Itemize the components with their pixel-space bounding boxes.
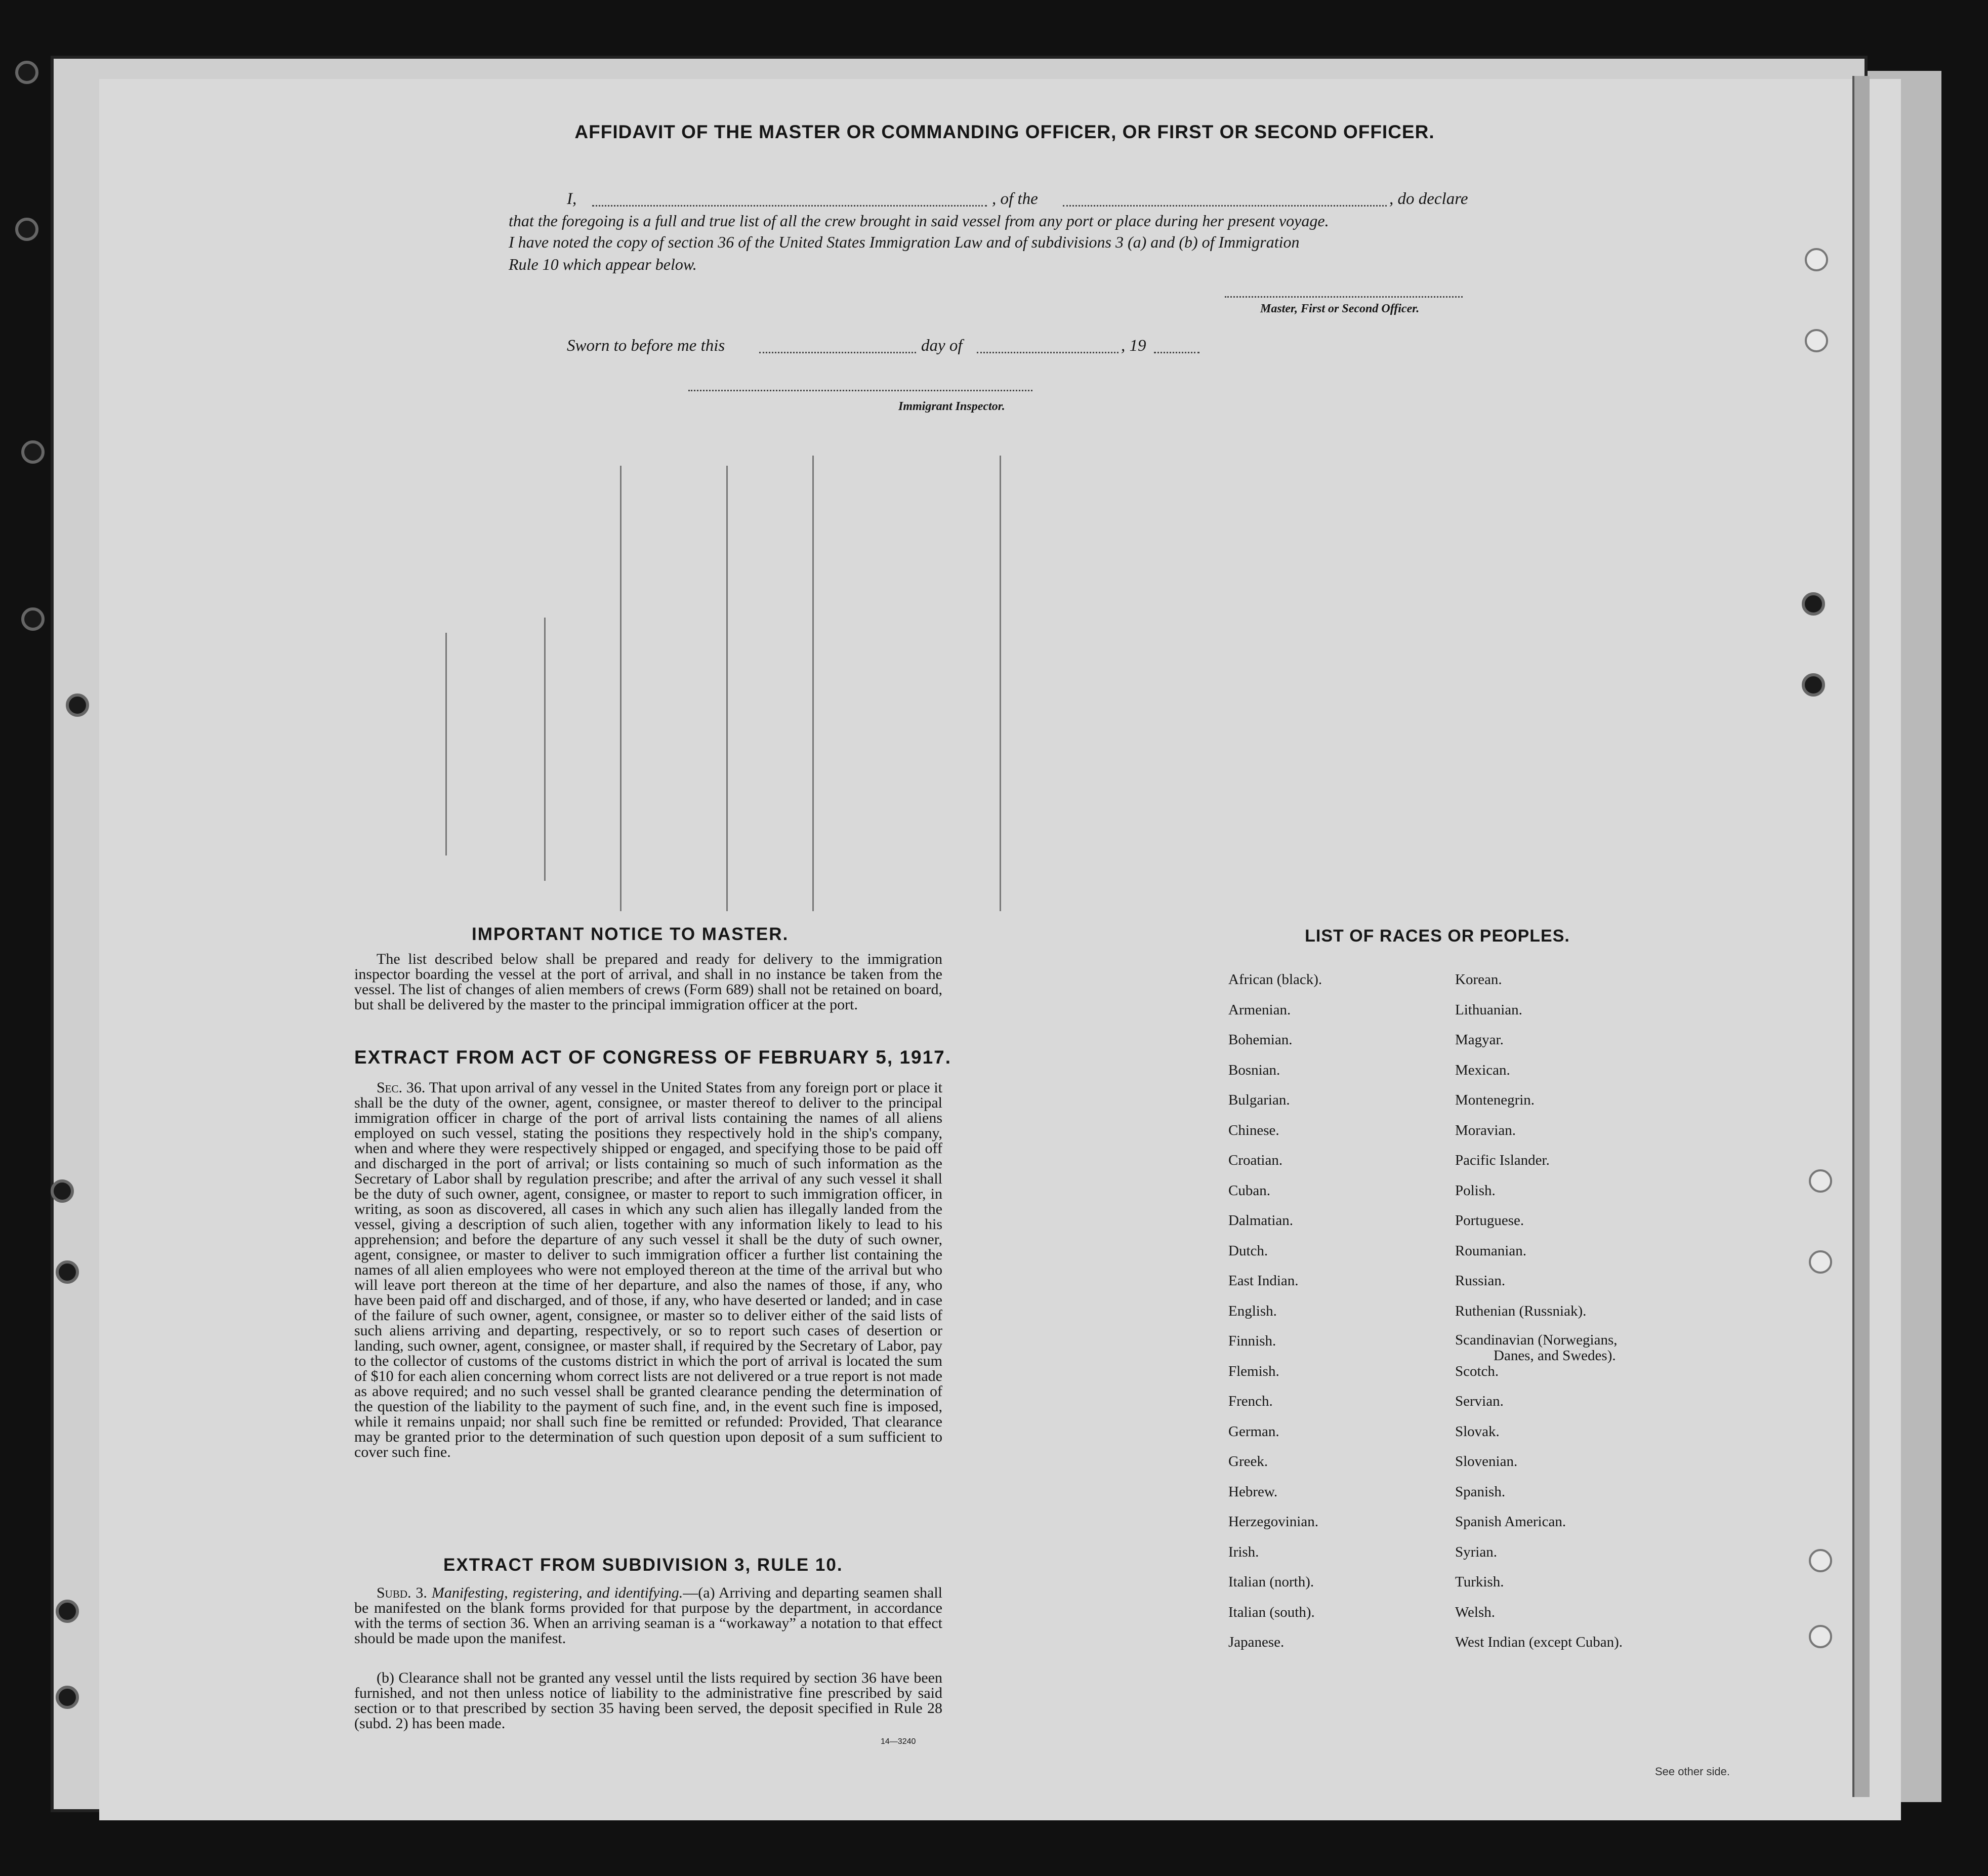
affidavit-line-2: that the foregoing is a full and true list of all the crew brought in said vessel from any port or place during her present voyage. (509, 212, 1329, 230)
binding-hole-icon (56, 1600, 79, 1623)
sworn-month-field[interactable] (977, 352, 1119, 353)
binding-hole-icon (21, 607, 45, 631)
binding-hole-icon (1809, 1625, 1832, 1648)
race-item: Montenegrin. (1455, 1092, 1535, 1108)
binding-hole-icon (66, 694, 89, 717)
race-item: Portuguese. (1455, 1212, 1524, 1229)
form-number: 14—3240 (881, 1737, 916, 1746)
race-item: Magyar. (1455, 1032, 1504, 1048)
binding-hole-icon (1805, 329, 1828, 352)
race-item: West Indian (except Cuban). (1455, 1634, 1623, 1650)
race-item: Scotch. (1455, 1363, 1499, 1379)
race-item: Dutch. (1228, 1242, 1268, 1259)
race-item: African (black). (1228, 971, 1322, 988)
subd-label: Subd. 3. (377, 1584, 427, 1601)
race-item-continuation: Danes, and Swedes). (1494, 1348, 1616, 1364)
race-item: Spanish. (1455, 1483, 1506, 1500)
year-label: , 19 (1121, 337, 1146, 355)
race-item-line: Scandinavian (Norwegians, (1455, 1332, 1618, 1348)
master-signature-field[interactable] (1225, 296, 1463, 298)
race-item (1455, 1332, 1678, 1363)
section-label: Sec. 36. (377, 1079, 426, 1096)
race-item: Polish. (1455, 1182, 1496, 1199)
race-item: Hebrew. (1228, 1483, 1278, 1500)
race-item: Bosnian. (1228, 1062, 1280, 1078)
rule-extract-heading: EXTRACT FROM SUBDIVISION 3, RULE 10. (443, 1555, 843, 1575)
inspector-signature-field[interactable] (688, 390, 1032, 391)
column-rule (726, 466, 728, 911)
affidavit-line-3: I have noted the copy of section 36 of the United States Immigration Law and of subdivisions 3 (a) and (b) of Immigration (509, 233, 1300, 251)
race-item: Ruthenian (Russniak). (1455, 1302, 1587, 1319)
affidavit-title: AFFIDAVIT OF THE MASTER OR COMMANDING OFFICER, OR FIRST OR SECOND OFFICER. (574, 121, 1435, 142)
race-item: Finnish. (1228, 1333, 1276, 1349)
column-rule (620, 466, 622, 911)
sworn-day-field[interactable] (759, 352, 916, 353)
binding-hole-icon (1805, 248, 1828, 271)
race-item: Lithuanian. (1455, 1001, 1522, 1018)
race-item: Chinese. (1228, 1122, 1279, 1138)
sworn-year-field[interactable] (1154, 352, 1199, 353)
race-item: Cuban. (1228, 1182, 1270, 1199)
binding-hole-icon (56, 1260, 79, 1284)
bottom-edge-note: See other side. (1655, 1765, 1730, 1778)
officer-name-field[interactable] (592, 205, 987, 207)
column-rule (1000, 456, 1001, 911)
column-rule (445, 633, 447, 855)
race-item: Italian (south). (1228, 1604, 1315, 1620)
race-item: Turkish. (1455, 1574, 1504, 1590)
binding-hole-icon (56, 1686, 79, 1709)
race-item: Syrian. (1455, 1543, 1497, 1560)
race-item: Pacific Islander. (1455, 1152, 1550, 1168)
races-title: LIST OF RACES OR PEOPLES. (1305, 926, 1570, 946)
race-item: East Indian. (1228, 1273, 1299, 1289)
race-item: English. (1228, 1302, 1277, 1319)
race-item: German. (1228, 1423, 1279, 1440)
binding-hole-icon (1809, 1169, 1832, 1193)
act-extract-text: That upon arrival of any vessel in the United States from any foreign port or place it shall be the duty of the owner, agent, consignee, or master thereof to deliver to the principal immigration officer in charge of the port of arrival lists containing the names of all aliens employed on such vessel, stating the positions they respectively hold in the ship's company, when and where they were respectively shipped or engaged, and specifying those to be paid off and discharged in the port of arrival; or lists containing so much of such information as the Secretary of Labor shall by regulation prescribe; and after the arrival of any such vessel it shall be the duty of such owner, agent, consignee, or master to report to such immigration officer, in writing, as soon as discovered, all cases in which any such alien has illegally landed from the vessel, giving a description of such alien, together with any information likely to lead to his apprehension; and before the departure of any such vessel it shall be the duty of such owner, agent, consignee, or master to deliver to such immigration officer a further list containing the names of all alien employees who were not employed thereon at the time of the arrival but who will leave port thereon at the time of her departure, and also the names of those, if any, who have been paid off and discharged, and of those, if any, who have deserted or landed; and in case of the failure of such owner, agent, consignee, or master so to deliver either of the said lists of such aliens arriving and departing, respectively, or so to report such cases of desertion or landing, such owner, agent, consignee, or master shall, if required by the Secretary of Labor, pay to the collector of customs of the customs district in which the port of arrival is located the sum of $10 for each alien concerning whom correct lists are not delivered or a true report is not made as above required; and no such vessel shall be granted clearance pending the determination of the question of the liability to the payment of such fine, and, in the event such fine is imposed, while it remains unpaid; nor shall such fine be remitted or refunded: Provided, That clearance may be granted prior to the determination of such question upon deposit of a sum sufficient to cover such fine. (354, 1079, 943, 1460)
race-item: Japanese. (1228, 1634, 1285, 1650)
binding-hole-icon (15, 218, 38, 241)
notice-body: The list described below shall be prepared and ready for delivery to the immigration inspector boarding the vessel at the port of arrival, and shall in no instance be taken from the vessel. The list of changes of alien members of crews (Form 689) shall not be retained on board, but shall be delivered by the master to the principal immigration officer at the port. (354, 951, 942, 1013)
affidavit-i-label: I, (567, 190, 577, 208)
race-item: Irish. (1228, 1543, 1259, 1560)
races-left-column (1228, 971, 1322, 1664)
rule-extract-para-a (354, 1585, 942, 1646)
page-fold-edge (1852, 76, 1870, 1797)
binding-hole-icon (1802, 592, 1825, 616)
column-rule (544, 618, 546, 881)
affidavit-declare-label: , do declare (1389, 190, 1468, 208)
race-item: Russian. (1455, 1273, 1506, 1289)
act-extract-heading: EXTRACT FROM ACT OF CONGRESS OF FEBRUARY 5, 1917. (354, 1047, 952, 1068)
race-item: French. (1228, 1393, 1273, 1409)
affidavit-of-the-label: , of the (992, 190, 1038, 208)
race-item: Roumanian. (1455, 1242, 1526, 1259)
binding-hole-icon (1809, 1250, 1832, 1274)
race-item: Bulgarian. (1228, 1092, 1290, 1108)
rule-extract-para-b: (b) Clearance shall not be granted any vessel until the lists required by section 36 have been furnished, and not then unless notice of liability to the administrative fine prescribed by said section or to that prescribed by section 35 having been served, the deposit specified in Rule 28 (subd. 2) has been made. (354, 1669, 942, 1732)
binding-hole-icon (1809, 1549, 1832, 1572)
notice-heading: IMPORTANT NOTICE TO MASTER. (472, 924, 789, 944)
race-item: Slovak. (1455, 1423, 1500, 1440)
race-item: Spanish American. (1455, 1514, 1566, 1530)
column-rule (812, 456, 814, 911)
act-extract-body (354, 1080, 942, 1460)
inspector-label: Immigrant Inspector. (898, 400, 1005, 413)
race-item: Herzegovinian. (1228, 1514, 1318, 1530)
binding-hole-icon (21, 440, 45, 464)
subd-title: Manifesting, registering, and identifying. (431, 1584, 683, 1601)
race-item: Moravian. (1455, 1122, 1516, 1138)
affidavit-line-4: Rule 10 which appear below. (509, 255, 697, 273)
race-item: Armenian. (1228, 1001, 1291, 1018)
master-signature-label: Master, First or Second Officer. (1260, 302, 1420, 315)
race-item: Flemish. (1228, 1363, 1279, 1379)
binding-hole-icon (15, 61, 38, 84)
race-item: Greek. (1228, 1453, 1268, 1470)
sworn-text: Sworn to before me this (567, 337, 725, 355)
binding-hole-icon (1802, 673, 1825, 697)
subd-para-a-text: —(a) Arriving and departing seamen shall be manifested on the blank forms provided for that purpose by the department, in accordance with the terms of section 36. When an arriving seaman is a “workaway” a notation to that effect should be made upon the manifest. (354, 1584, 942, 1647)
race-item: Slovenian. (1455, 1453, 1518, 1470)
binding-hole-icon (51, 1179, 74, 1203)
race-item: Bohemian. (1228, 1032, 1293, 1048)
races-right-column (1455, 971, 1678, 1664)
race-item: Dalmatian. (1228, 1212, 1294, 1229)
race-item: Mexican. (1455, 1062, 1510, 1078)
race-item: Croatian. (1228, 1152, 1283, 1168)
race-item: Italian (north). (1228, 1574, 1314, 1590)
day-of-label: day of (921, 337, 963, 355)
vessel-name-field[interactable] (1063, 205, 1387, 207)
race-item: Korean. (1455, 971, 1502, 988)
race-item: Welsh. (1455, 1604, 1496, 1620)
race-item: Servian. (1455, 1393, 1504, 1409)
